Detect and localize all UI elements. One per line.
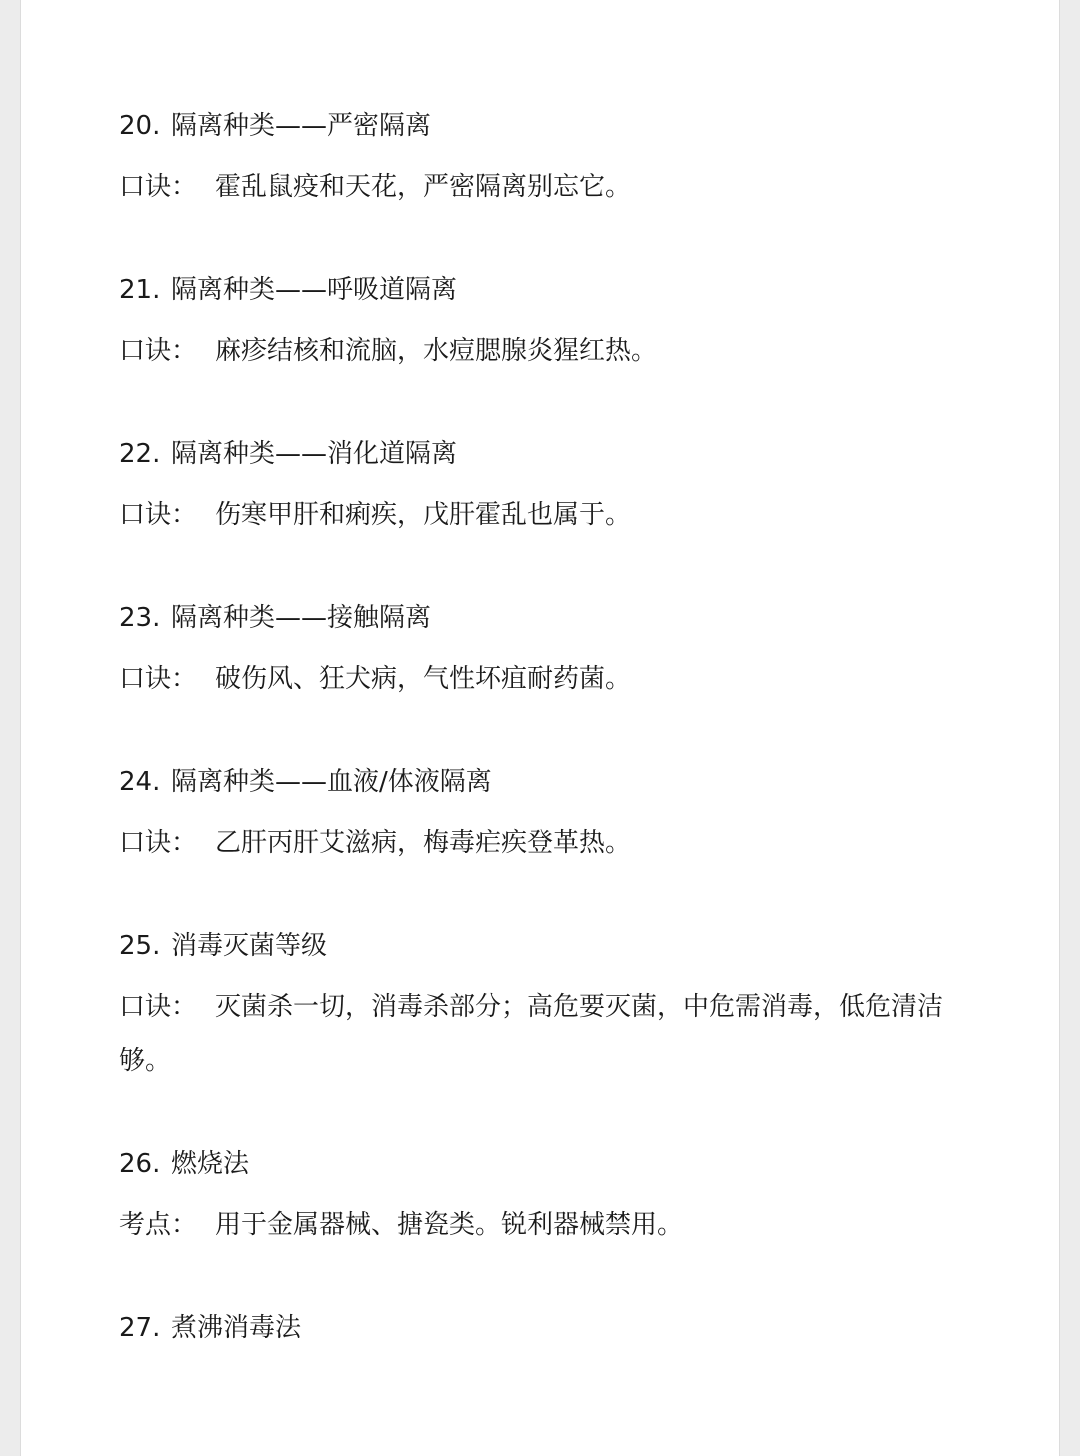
item-label: 口诀： [119,828,198,858]
document-page [20,0,1060,1456]
spacer [119,870,979,924]
item-number: 21. [119,275,161,305]
spacer [119,1252,979,1306]
spacer [119,706,979,760]
list-item [119,924,979,1088]
item-label: 口诀： [119,172,198,202]
item-label: 口诀： [119,664,198,694]
item-text: 破伤风、狂犬病，气性坏疽耐药菌。 [215,664,632,694]
item-title [119,268,979,312]
item-body [119,488,979,542]
item-heading: 燃烧法 [171,1149,250,1179]
document-content [119,104,979,1350]
spacer [119,1088,979,1142]
item-body [119,1198,979,1252]
item-label: 口诀： [119,500,198,530]
item-text: 霍乱鼠疫和天花，严密隔离别忘它。 [215,172,632,202]
list-item [119,1142,979,1252]
item-label: 口诀： [119,992,198,1022]
item-title [119,432,979,476]
item-title [119,1306,979,1350]
item-text: 灭菌杀一切，消毒杀部分；高危要灭菌，中危需消毒，低危清洁够。 [119,992,944,1076]
item-number: 20. [119,111,161,141]
item-number: 27. [119,1313,161,1343]
item-number: 23. [119,603,161,633]
item-text: 麻疹结核和流脑，水痘腮腺炎猩红热。 [215,336,658,366]
item-heading: 隔离种类——呼吸道隔离 [171,275,458,305]
item-text: 乙肝丙肝艾滋病，梅毒疟疾登革热。 [215,828,632,858]
item-title [119,924,979,968]
item-number: 26. [119,1149,161,1179]
item-body [119,816,979,870]
list-item [119,1306,979,1350]
item-heading: 隔离种类——接触隔离 [171,603,432,633]
item-title [119,760,979,804]
item-body [119,980,979,1088]
list-item [119,104,979,214]
spacer [119,378,979,432]
item-number: 22. [119,439,161,469]
item-label: 口诀： [119,336,198,366]
list-item [119,432,979,542]
list-item [119,268,979,378]
item-body [119,160,979,214]
item-number: 24. [119,767,161,797]
item-body [119,324,979,378]
item-label: 考点： [119,1210,198,1240]
item-title [119,104,979,148]
item-heading: 隔离种类——严密隔离 [171,111,432,141]
item-number: 25. [119,931,161,961]
item-heading: 隔离种类——消化道隔离 [171,439,458,469]
item-heading: 煮沸消毒法 [171,1313,302,1343]
spacer [119,214,979,268]
item-heading: 隔离种类——血液/体液隔离 [171,767,492,797]
item-title [119,1142,979,1186]
list-item [119,760,979,870]
list-item [119,596,979,706]
item-heading: 消毒灭菌等级 [171,931,328,961]
item-title [119,596,979,640]
spacer [119,542,979,596]
item-text: 伤寒甲肝和痢疾，戊肝霍乱也属于。 [215,500,632,530]
item-body [119,652,979,706]
item-text: 用于金属器械、搪瓷类。锐利器械禁用。 [215,1210,684,1240]
